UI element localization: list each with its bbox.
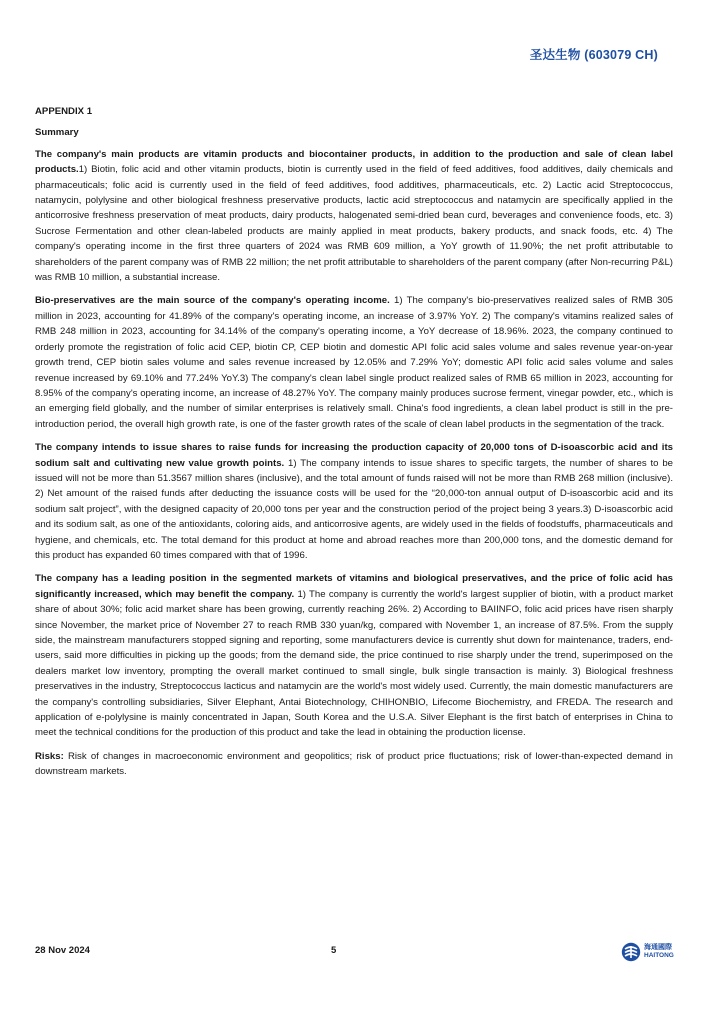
paragraph-share-issuance [35, 440, 673, 563]
footer-date: 28 Nov 2024 [35, 945, 90, 956]
page-number: 5 [331, 945, 337, 956]
paragraph-lead: Risks: [35, 750, 64, 762]
paragraph-body: 1) Biotin, folic acid and other vitamin products, biotin is currently used in the field of feed additives, food additives, daily chemicals and pharmaceuticals; folic acid is currently used in the field of feed additives, food additives, pharmaceuticals, etc. 2) Lactic acid Streptococcus, natamycin, polylysine and other biological freshness preservative products, lactic acid streptococcus and natamycin are specifically applied in the anticorrosive freshness preservation of meat products, dairy products, halogenated semi-dried bean curd, beverages and convenience foods, etc. 3) Sucrose Fermentation and other clean-labeled products are mainly applied in meat products, bakery products, and snack foods, etc. 4) The company's operating income in the first three quarters of 2024 was RMB 609 million, a YoY growth of 11.90%; the net profit attributable to shareholders of the parent company was of RMB 22 million; the net profit attributable to shareholders of the parent company (after Non-recurring P&L) was RMB 10 million, a substantial increase. [35, 164, 673, 284]
paragraph-body: 1) The company's bio-preservatives realized sales of RMB 305 million in 2023, accounting for 41.89% of the company's operating income, an increase of 3.97% YoY. 2) The company's vitamins realized sales of RMB 248 million in 2023, accounting for 34.14% of the company's operating income, a YoY decrease of 18.96%. 2023, the company continued to orderly promote the registration of folic acid CEP, biotin CP, CEP biotin and domestic API folic acid sales volume and sales revenue year-on-year growth trend, CEP biotin sales volume and sales revenue increased by 12.05% and 7.29% YoY; domestic API folic acid sales volume and sales revenue increased by 69.10% and 77.24% YoY.3) The company's clean label single product realized sales of RMB 65 million in 2023, accounting for 8.95% of the company's operating income, an increase of 48.27% YoY. The company mainly produces sucrose ferment, vinegar powder, etc., which is an emerging field globally, and the number of similar enterprises is relatively small. China's food ingredients, a clean label product is still in the pre-introduction period, the overall high growth rate, is one of the faster growth rates of the scale of clean label products in the segmentation of the track. [35, 295, 673, 430]
paragraph-bio-preservatives [35, 293, 673, 432]
appendix-title: APPENDIX 1 [35, 106, 93, 117]
paragraph-body: 1) The company is currently the world's largest supplier of biotin, with a product market share of about 30%; folic acid market share has been growing, currently reaching 26%. 2) According to BAIINFO, folic acid prices have risen sharply since November, the market price of November 27 to reach RMB 330 yuan/kg, compared with November 1, an increase of 87.5%. From the supply side, the mainstream manufacturers stopped signing and reporting, some manufacturers device is currently shut down for maintenance, traders, end-users, said more difficulties in picking up the goods; from the demand side, the price continued to rise sharply under the trend, superimposed on the dealers market low inventory, prompting the overall market continued to small single, bulk single transaction is mainly. 3) Biological freshness preservatives in the industry, Streptococcus lacticus and natamycin are the world's most widely used. Currently, the main domestic manufacturers are the company's controlling subsidiaries, Silver Elephant, Antai Biotechnology, CHIHONBIO, Lifecome Biochemistry, and FREDA. The research and application of e-polylysine is mainly concentrated in Japan, South Korea and the U.S.A. Silver Elephant is the first batch of enterprises in China to meet the technical conditions for the production of this product and take the lead in obtaining the production license. [35, 588, 673, 739]
paragraph-lead: The company intends to issue shares to raise funds for increasing the production capacity of 20,000 tons of D-isoascorbic acid and its sodium salt and cultivating new value growth points. [35, 442, 673, 469]
paragraph-lead: The company's main products are vitamin products and biocontainer products, in addition to the production and sale of clean label products. [35, 148, 673, 176]
summary-title: Summary [35, 127, 79, 139]
logo-text-en: HAITONG [644, 952, 674, 959]
logo-text [644, 944, 674, 960]
report-content [35, 104, 673, 788]
paragraph-main-products [35, 147, 673, 286]
haitong-logo-icon [621, 942, 641, 962]
paragraph-leading-position [35, 571, 673, 740]
paragraph-risks [35, 749, 673, 780]
haitong-logo [621, 941, 681, 963]
paragraph-lead: The company has a leading position in the segmented markets of vitamins and biological preservatives, and the price of folic acid has significantly increased, which may benefit the company. [35, 573, 673, 600]
paragraph-body: Risk of changes in macroeconomic environment and geopolitics; risk of product price fluctuations; risk of lower-than-expected demand in downstream markets. [35, 750, 673, 778]
paragraph-lead: Bio-preservatives are the main source of the company's operating income. [35, 295, 390, 307]
paragraph-body: 1) The company intends to issue shares to specific targets, the number of shares to be issued will not be more than 51.3567 million shares (inclusive), and the total amount of funds raised will not be more than RMB 268 million (inclusive). 2) Net amount of the raised funds after deducting the issuance costs will be used for the “20,000-ton annual output of D-isoascorbic acid and its sodium salt project”, with the designed capacity of 20,000 tons per year and the construction period of the project being 3 years.3) D-isoascorbic acid and its sodium salt, as one of the antioxidants, coloring aids, and anticorrosive agents, are widely used in the fields of foodstuffs, pharmaceuticals and hygiene, and chemicals, etc. The total demand for this product at home and abroad reaches more than 200,000 tons, and the domestic demand for this product has expanded 60 times compared with that of 1996. [35, 457, 673, 561]
header-ticker: 圣达生物 (603079 CH) [529, 48, 658, 62]
logo-text-cn: 海通國際 [644, 944, 672, 951]
